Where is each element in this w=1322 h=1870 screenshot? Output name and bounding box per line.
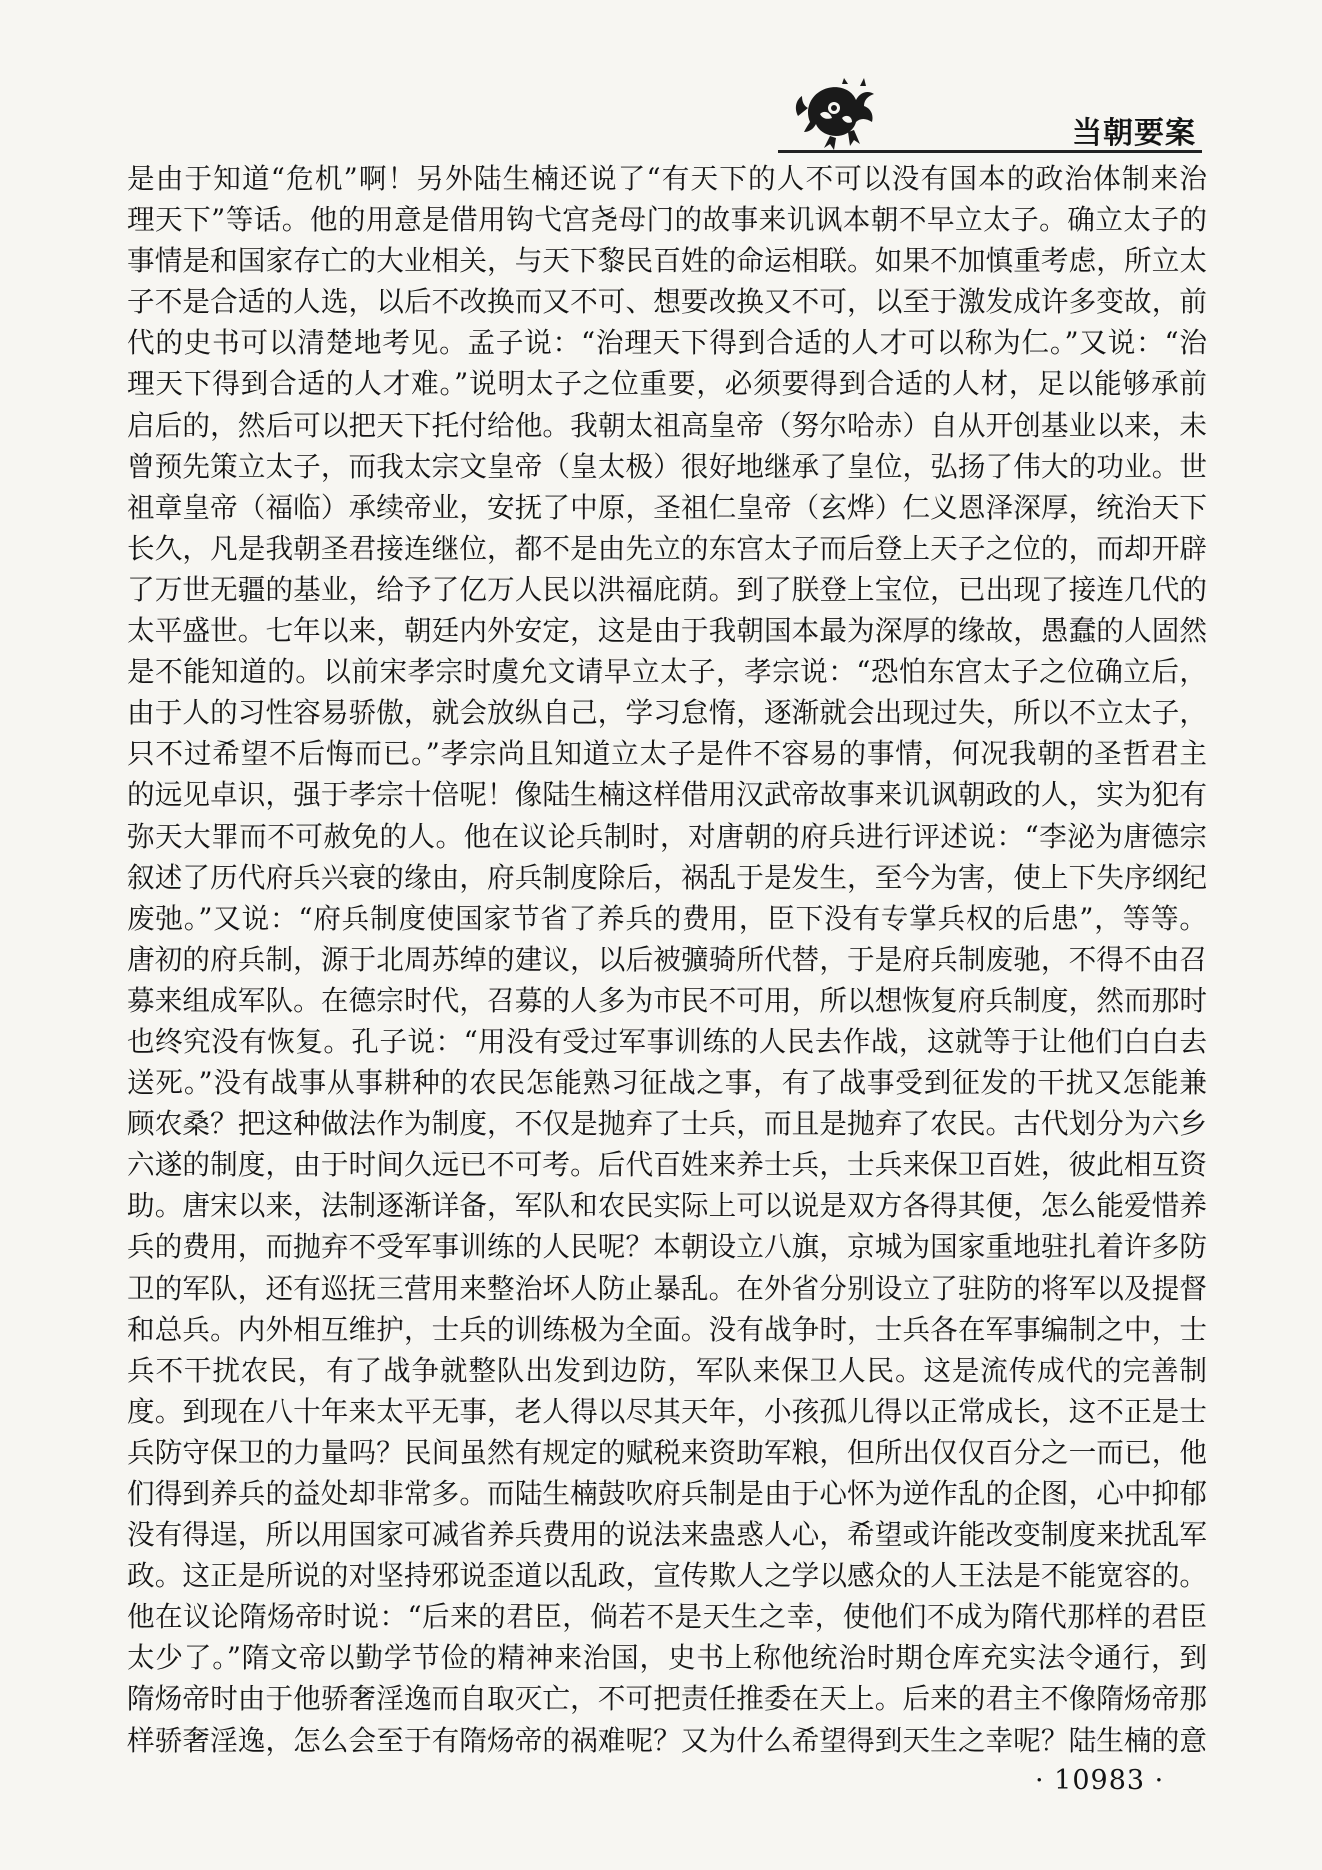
text-line: 理天下”等话。他的用意是借用钩弋宫尧母门的故事来讥讽本朝不早立太子。确立太子的 [127, 203, 1207, 237]
text-line: 子不是合适的人选，以后不改换而又不可、想要改换又不可，以至于激发成许多变故，前 [127, 285, 1207, 319]
body-text [127, 158, 1207, 1761]
text-line: 兵不干扰农民，有了战争就整队出发到边防，军队来保卫人民。这是流传成代的完善制 [127, 1353, 1207, 1387]
text-line: 代的史书可以清楚地考见。孟子说：“治理天下得到合适的人才可以称为仁。”又说：“治 [127, 326, 1207, 360]
text-line: 顾农桑？把这种做法作为制度，不仅是抛弃了士兵，而且是抛弃了农民。古代划分为六乡 [127, 1107, 1207, 1141]
text-line: 度。到现在八十年来太平无事，老人得以尽其天年，小孩孤儿得以正常成长，这不正是士 [127, 1394, 1207, 1428]
text-line: 和总兵。内外相互维护，士兵的训练极为全面。没有战争时，士兵各在军事编制之中，士 [127, 1312, 1207, 1346]
text-line: 弥天大罪而不可赦免的人。他在议论兵制时，对唐朝的府兵进行评述说：“李泌为唐德宗 [127, 819, 1207, 853]
text-line: 们得到养兵的益处却非常多。而陆生楠鼓吹府兵制是由于心怀为逆作乱的企图，心中抑郁 [127, 1477, 1207, 1510]
text-line: 唐初的府兵制，源于北周苏绰的建议，以后被彍骑所代替，于是府兵制废驰，不得不由召 [127, 942, 1207, 976]
text-line: 太少了。”隋文帝以勤学节俭的精神来治国，史书上称他统治时期仓库充实法令通行，到 [127, 1641, 1207, 1675]
page-header-title: 当朝要案 [1072, 116, 1196, 151]
page-header [760, 78, 1202, 158]
dragon-emblem-icon [790, 78, 882, 152]
text-line: 是由于知道“危机”啊！另外陆生楠还说了“有天下的人不可以没有国本的政治体制来治 [127, 162, 1207, 195]
text-line: 政。这正是所说的对坚持邪说歪道以乱政，宣传欺人之学以感众的人王法是不能宽容的。 [127, 1559, 1207, 1593]
text-line: 叙述了历代府兵兴衰的缘由，府兵制度除后，祸乱于是发生，至今为害，使上下失序纲纪 [127, 860, 1207, 894]
text-line: 兵的费用，而抛弃不受军事训练的人民呢？本朝设立八旗，京城为国家重地驻扎着许多防 [127, 1230, 1207, 1264]
text-line: 他在议论隋炀帝时说：“后来的君臣，倘若不是天生之幸，使他们不成为隋代那样的君臣 [127, 1600, 1207, 1634]
text-line: 由于人的习性容易骄傲，就会放纵自己，学习怠惰，逐渐就会出现过失，所以不立太子， [127, 696, 1207, 730]
page-number: · 10983 · [1035, 1765, 1165, 1796]
text-line: 太平盛世。七年以来，朝廷内外安定，这是由于我朝国本最为深厚的缘故，愚蠢的人固然 [127, 614, 1207, 648]
text-line: 事情是和国家存亡的大业相关，与天下黎民百姓的命运相联。如果不加慎重考虑，所立太 [127, 244, 1207, 278]
text-line: 募来组成军队。在德宗时代，召募的人多为市民不可用，所以想恢复府兵制度，然而那时 [127, 983, 1207, 1017]
text-line: 卫的军队，还有巡抚三营用来整治坏人防止暴乱。在外省分别设立了驻防的将军以及提督 [127, 1271, 1207, 1305]
text-line: 曾预先策立太子，而我太宗文皇帝（皇太极）很好地继承了皇位，弘扬了伟大的功业。世 [127, 449, 1207, 483]
text-line: 六遂的制度，由于时间久远已不可考。后代百姓来养士兵，士兵来保卫百姓，彼此相互资 [127, 1148, 1207, 1182]
text-line: 隋炀帝时由于他骄奢淫逸而自取灭亡，不可把责任推委在天上。后来的君主不像隋炀帝那 [127, 1682, 1207, 1716]
text-line: 是不能知道的。以前宋孝宗时虞允文请早立太子，孝宗说：“恐怕东宫太子之位确立后， [127, 655, 1207, 689]
text-line: 只不过希望不后悔而已。”孝宗尚且知道立太子是件不容易的事情，何况我朝的圣哲君主 [127, 737, 1207, 771]
text-line: 祖章皇帝（福临）承续帝业，安抚了中原，圣祖仁皇帝（玄烨）仁义恩泽深厚，统治天下 [127, 490, 1207, 524]
text-line: 启后的，然后可以把天下托付给他。我朝太祖高皇帝（努尔哈赤）自从开创基业以来，未 [127, 408, 1207, 442]
header-divider [778, 150, 1202, 153]
text-line: 没有得逞，所以用国家可减省养兵费用的说法来蛊惑人心，希望或许能改变制度来扰乱军 [127, 1518, 1207, 1552]
text-line: 助。唐宋以来，法制逐渐详备，军队和农民实际上可以说是双方各得其便，怎么能爱惜养 [127, 1189, 1207, 1223]
text-line: 的远见卓识，强于孝宗十倍呢！像陆生楠这样借用汉武帝故事来讥讽朝政的人，实为犯有 [127, 778, 1207, 812]
text-line: 样骄奢淫逸，怎么会至于有隋炀帝的祸难呢？又为什么希望得到天生之幸呢？陆生楠的意 [127, 1723, 1207, 1757]
text-line: 了万世无疆的基业，给予了亿万人民以洪福庇荫。到了朕登上宝位，已出现了接连几代的 [127, 572, 1207, 606]
text-line: 送死。”没有战事从事耕种的农民怎能熟习征战之事，有了战事受到征发的干扰又怎能兼 [127, 1066, 1207, 1100]
text-line: 兵防守保卫的力量吗？民间虽然有规定的赋税来资助军粮，但所出仅仅百分之一而已，他 [127, 1435, 1207, 1469]
text-line: 理天下得到合适的人才难。”说明太子之位重要，必须要得到合适的人材，足以能够承前 [127, 367, 1207, 401]
text-line: 长久，凡是我朝圣君接连继位，都不是由先立的东宫太子而后登上天子之位的，而却开辟 [127, 531, 1207, 565]
text-line: 废弛。”又说：“府兵制度使国家节省了养兵的费用，臣下没有专掌兵权的后患”，等等。 [127, 901, 1207, 935]
text-line: 也终究没有恢复。孔子说：“用没有受过军事训练的人民去作战，这就等于让他们白白去 [127, 1024, 1207, 1058]
